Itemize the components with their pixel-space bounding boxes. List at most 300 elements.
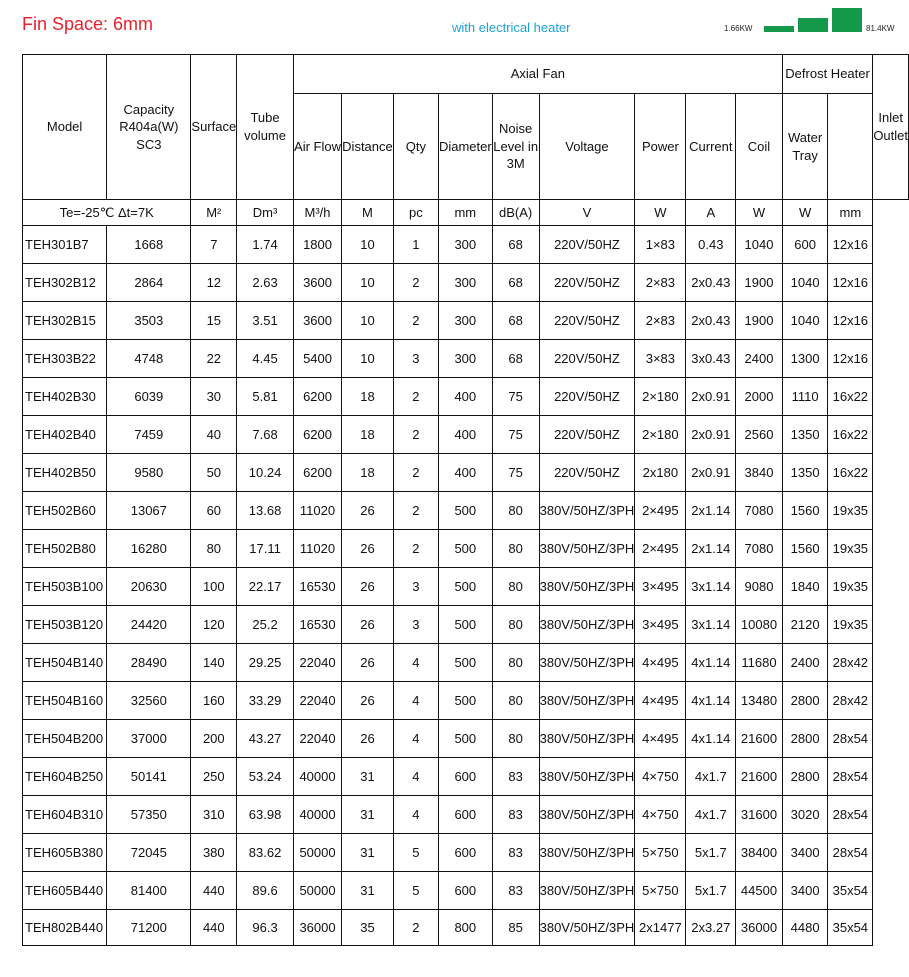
table-cell: 4x1.14 xyxy=(686,682,736,720)
table-cell: 43.27 xyxy=(237,720,294,758)
table-cell: 380V/50HZ/3PH xyxy=(539,682,635,720)
table-cell: 2.63 xyxy=(237,264,294,302)
table-cell: 17.11 xyxy=(237,530,294,568)
table-cell: 16x22 xyxy=(828,416,873,454)
table-cell: 1668 xyxy=(107,226,191,264)
table-body xyxy=(23,226,909,946)
table-cell: 380V/50HZ/3PH xyxy=(539,872,635,910)
table-cell: 2800 xyxy=(782,682,828,720)
table-cell: 600 xyxy=(782,226,828,264)
table-cell: 71200 xyxy=(107,910,191,946)
table-cell: 22040 xyxy=(293,644,341,682)
table-cell: 1 xyxy=(393,226,438,264)
table-cell: 380V/50HZ/3PH xyxy=(539,568,635,606)
legend-max-label: 81.4KW xyxy=(866,24,895,33)
table-cell: 2800 xyxy=(782,758,828,796)
table-cell: 18 xyxy=(342,416,394,454)
table-cell: 40000 xyxy=(293,758,341,796)
table-cell: 24420 xyxy=(107,606,191,644)
header-axial-fan: Axial Fan xyxy=(293,55,782,94)
legend-bar-small xyxy=(764,26,794,32)
table-cell: 68 xyxy=(492,226,539,264)
model-cell: TEH302B12 xyxy=(23,264,107,302)
table-cell: 500 xyxy=(438,606,492,644)
table-cell: 4.45 xyxy=(237,340,294,378)
table-cell: 5.81 xyxy=(237,378,294,416)
table-cell: 1350 xyxy=(782,454,828,492)
table-cell: 2120 xyxy=(782,606,828,644)
header-voltage: Voltage xyxy=(539,94,635,200)
table-cell: 2 xyxy=(393,492,438,530)
table-cell: 6039 xyxy=(107,378,191,416)
table-cell: 200 xyxy=(191,720,237,758)
table-cell: 500 xyxy=(438,720,492,758)
header-coil: Coil xyxy=(736,94,783,200)
table-cell: 35x54 xyxy=(828,872,873,910)
table-cell: 1900 xyxy=(736,302,783,340)
table-cell: 250 xyxy=(191,758,237,796)
table-cell: 28x42 xyxy=(828,644,873,682)
table-cell: 75 xyxy=(492,416,539,454)
table-row xyxy=(23,568,909,606)
table-cell: 3 xyxy=(393,606,438,644)
table-cell: 2 xyxy=(393,378,438,416)
table-cell: 40000 xyxy=(293,796,341,834)
table-cell: 600 xyxy=(438,834,492,872)
table-cell: 21600 xyxy=(736,720,783,758)
table-cell: 5400 xyxy=(293,340,341,378)
unit-cell: M² xyxy=(191,200,237,226)
table-row xyxy=(23,492,909,530)
header-distance: Distance xyxy=(342,94,394,200)
table-cell: 80 xyxy=(492,720,539,758)
table-cell: 13067 xyxy=(107,492,191,530)
table-cell: 80 xyxy=(492,530,539,568)
table-cell: 1040 xyxy=(736,226,783,264)
table-cell: 5x1.7 xyxy=(686,834,736,872)
table-row xyxy=(23,644,909,682)
table-cell: 380V/50HZ/3PH xyxy=(539,834,635,872)
table-cell: 50141 xyxy=(107,758,191,796)
table-cell: 2 xyxy=(393,530,438,568)
header-model: Model xyxy=(23,55,107,200)
table-row xyxy=(23,416,909,454)
table-cell: 96.3 xyxy=(237,910,294,946)
table-cell: 3.51 xyxy=(237,302,294,340)
table-row xyxy=(23,758,909,796)
table-cell: 380V/50HZ/3PH xyxy=(539,758,635,796)
table-cell: 35 xyxy=(342,910,394,946)
table-cell: 26 xyxy=(342,682,394,720)
model-cell: TEH302B15 xyxy=(23,302,107,340)
table-cell: 26 xyxy=(342,530,394,568)
table-cell: 12 xyxy=(191,264,237,302)
table-cell: 85 xyxy=(492,910,539,946)
table-cell: 380V/50HZ/3PH xyxy=(539,720,635,758)
table-cell: 12x16 xyxy=(828,226,873,264)
table-cell: 31600 xyxy=(736,796,783,834)
table-cell: 19x35 xyxy=(828,492,873,530)
model-cell: TEH402B50 xyxy=(23,454,107,492)
header-air-flow: Air Flow xyxy=(293,94,341,200)
model-cell: TEH605B380 xyxy=(23,834,107,872)
table-cell: 300 xyxy=(438,340,492,378)
table-cell: 11680 xyxy=(736,644,783,682)
table-cell: 10.24 xyxy=(237,454,294,492)
table-cell: 63.98 xyxy=(237,796,294,834)
table-cell: 2 xyxy=(393,264,438,302)
table-cell: 380V/50HZ/3PH xyxy=(539,530,635,568)
table-cell: 16530 xyxy=(293,606,341,644)
unit-cell: Te=-25℃ Δt=7K xyxy=(23,200,191,226)
table-cell: 18 xyxy=(342,378,394,416)
table-cell: 89.6 xyxy=(237,872,294,910)
table-cell: 4x1.14 xyxy=(686,720,736,758)
capacity-legend xyxy=(724,8,904,38)
table-row xyxy=(23,872,909,910)
header-surface: Surface xyxy=(191,55,237,200)
table-cell: 2×83 xyxy=(635,302,686,340)
table-cell: 440 xyxy=(191,872,237,910)
table-cell: 25.2 xyxy=(237,606,294,644)
table-cell: 19x35 xyxy=(828,530,873,568)
table-cell: 380V/50HZ/3PH xyxy=(539,796,635,834)
table-cell: 2800 xyxy=(782,720,828,758)
table-cell: 300 xyxy=(438,226,492,264)
table-cell: 2x1477 xyxy=(635,910,686,946)
table-row xyxy=(23,682,909,720)
table-cell: 7080 xyxy=(736,530,783,568)
table-cell: 37000 xyxy=(107,720,191,758)
unit-cell: M³/h xyxy=(293,200,341,226)
table-cell: 3x1.14 xyxy=(686,568,736,606)
table-cell: 31 xyxy=(342,872,394,910)
table-cell: 10 xyxy=(342,302,394,340)
table-cell: 4x1.7 xyxy=(686,758,736,796)
table-cell: 16x22 xyxy=(828,454,873,492)
table-cell: 440 xyxy=(191,910,237,946)
table-cell: 4 xyxy=(393,720,438,758)
model-cell: TEH504B140 xyxy=(23,644,107,682)
unit-cell: M xyxy=(342,200,394,226)
table-cell: 83 xyxy=(492,758,539,796)
table-cell: 12x16 xyxy=(828,302,873,340)
table-cell: 5x1.7 xyxy=(686,872,736,910)
table-cell: 31 xyxy=(342,796,394,834)
table-cell: 83.62 xyxy=(237,834,294,872)
model-cell: TEH605B440 xyxy=(23,872,107,910)
table-cell: 4748 xyxy=(107,340,191,378)
model-cell: TEH402B40 xyxy=(23,416,107,454)
table-cell: 80 xyxy=(492,644,539,682)
units-row xyxy=(23,200,909,226)
table-cell: 22 xyxy=(191,340,237,378)
table-cell: 13480 xyxy=(736,682,783,720)
table-cell: 15 xyxy=(191,302,237,340)
table-cell: 380V/50HZ/3PH xyxy=(539,492,635,530)
table-cell: 11020 xyxy=(293,492,341,530)
table-cell: 2400 xyxy=(782,644,828,682)
table-cell: 3x0.43 xyxy=(686,340,736,378)
table-cell: 50 xyxy=(191,454,237,492)
table-cell: 5 xyxy=(393,834,438,872)
table-cell: 75 xyxy=(492,378,539,416)
table-cell: 380V/50HZ/3PH xyxy=(539,910,635,946)
table-cell: 80 xyxy=(492,568,539,606)
table-cell: 83 xyxy=(492,834,539,872)
table-cell: 16280 xyxy=(107,530,191,568)
unit-cell: A xyxy=(686,200,736,226)
table-cell: 33.29 xyxy=(237,682,294,720)
table-cell: 310 xyxy=(191,796,237,834)
table-cell: 50000 xyxy=(293,834,341,872)
table-cell: 140 xyxy=(191,644,237,682)
table-cell: 1110 xyxy=(782,378,828,416)
table-cell: 7.68 xyxy=(237,416,294,454)
table-cell: 36000 xyxy=(736,910,783,946)
table-cell: 3600 xyxy=(293,264,341,302)
table-cell: 38400 xyxy=(736,834,783,872)
table-cell: 10 xyxy=(342,340,394,378)
table-cell: 28x54 xyxy=(828,758,873,796)
table-cell: 2 xyxy=(393,302,438,340)
table-row xyxy=(23,606,909,644)
unit-cell: pc xyxy=(393,200,438,226)
table-cell: 120 xyxy=(191,606,237,644)
table-cell: 3840 xyxy=(736,454,783,492)
model-cell: TEH504B200 xyxy=(23,720,107,758)
table-cell: 3×83 xyxy=(635,340,686,378)
table-cell: 26 xyxy=(342,644,394,682)
table-cell: 500 xyxy=(438,530,492,568)
table-cell: 57350 xyxy=(107,796,191,834)
table-cell: 2000 xyxy=(736,378,783,416)
table-row xyxy=(23,796,909,834)
table-cell: 80 xyxy=(492,606,539,644)
table-cell: 400 xyxy=(438,378,492,416)
table-cell: 1300 xyxy=(782,340,828,378)
table-cell: 6200 xyxy=(293,416,341,454)
table-cell: 220V/50HZ xyxy=(539,264,635,302)
model-cell: TEH402B30 xyxy=(23,378,107,416)
table-cell: 400 xyxy=(438,416,492,454)
table-row xyxy=(23,910,909,946)
table-cell: 5×750 xyxy=(635,834,686,872)
table-cell: 380V/50HZ/3PH xyxy=(539,606,635,644)
table-cell: 1040 xyxy=(782,302,828,340)
unit-cell: V xyxy=(539,200,635,226)
table-cell: 1560 xyxy=(782,492,828,530)
table-cell: 3400 xyxy=(782,834,828,872)
table-cell: 4480 xyxy=(782,910,828,946)
table-cell: 3503 xyxy=(107,302,191,340)
table-cell: 300 xyxy=(438,302,492,340)
table-cell: 7 xyxy=(191,226,237,264)
table-cell: 2560 xyxy=(736,416,783,454)
table-cell: 75 xyxy=(492,454,539,492)
table-cell: 2400 xyxy=(736,340,783,378)
table-cell: 72045 xyxy=(107,834,191,872)
table-cell: 400 xyxy=(438,454,492,492)
table-cell: 21600 xyxy=(736,758,783,796)
header-qty: Qty xyxy=(393,94,438,200)
table-cell: 1800 xyxy=(293,226,341,264)
header-water-tray: Water Tray xyxy=(782,94,828,200)
table-cell: 7459 xyxy=(107,416,191,454)
model-cell: TEH503B100 xyxy=(23,568,107,606)
table-cell: 68 xyxy=(492,340,539,378)
table-cell: 26 xyxy=(342,720,394,758)
table-cell: 1350 xyxy=(782,416,828,454)
table-cell: 2x0.43 xyxy=(686,302,736,340)
table-cell: 9080 xyxy=(736,568,783,606)
table-cell: 600 xyxy=(438,872,492,910)
table-cell: 4×750 xyxy=(635,758,686,796)
table-cell: 32560 xyxy=(107,682,191,720)
model-cell: TEH502B80 xyxy=(23,530,107,568)
table-cell: 3600 xyxy=(293,302,341,340)
table-cell: 220V/50HZ xyxy=(539,454,635,492)
table-cell: 50000 xyxy=(293,872,341,910)
table-row xyxy=(23,454,909,492)
table-cell: 2x0.91 xyxy=(686,454,736,492)
unit-cell: mm xyxy=(438,200,492,226)
header-defrost-heater: Defrost Heater xyxy=(782,55,872,94)
table-row xyxy=(23,378,909,416)
table-cell: 4×750 xyxy=(635,796,686,834)
table-cell: 4 xyxy=(393,644,438,682)
table-cell: 30 xyxy=(191,378,237,416)
table-cell: 500 xyxy=(438,682,492,720)
table-cell: 81400 xyxy=(107,872,191,910)
table-cell: 300 xyxy=(438,264,492,302)
table-cell: 2 xyxy=(393,910,438,946)
table-cell: 36000 xyxy=(293,910,341,946)
table-cell: 13.68 xyxy=(237,492,294,530)
table-cell: 3×495 xyxy=(635,606,686,644)
header-inlet-outlet: Inlet Outlet xyxy=(873,55,909,200)
table-cell: 80 xyxy=(492,492,539,530)
model-cell: TEH504B160 xyxy=(23,682,107,720)
table-cell: 31 xyxy=(342,758,394,796)
table-cell: 44500 xyxy=(736,872,783,910)
table-cell: 4 xyxy=(393,758,438,796)
table-cell: 3×495 xyxy=(635,568,686,606)
table-cell: 28x54 xyxy=(828,720,873,758)
table-cell: 4×495 xyxy=(635,720,686,758)
table-cell: 80 xyxy=(191,530,237,568)
table-cell: 800 xyxy=(438,910,492,946)
table-cell: 1×83 xyxy=(635,226,686,264)
unit-cell: Dm³ xyxy=(237,200,294,226)
unit-cell: W xyxy=(635,200,686,226)
table-cell: 28x42 xyxy=(828,682,873,720)
table-row xyxy=(23,302,909,340)
table-cell: 28490 xyxy=(107,644,191,682)
table-cell: 5 xyxy=(393,872,438,910)
table-cell: 68 xyxy=(492,302,539,340)
table-cell: 2x0.91 xyxy=(686,378,736,416)
table-cell: 2×495 xyxy=(635,492,686,530)
table-cell: 2864 xyxy=(107,264,191,302)
table-cell: 4 xyxy=(393,796,438,834)
table-cell: 2 xyxy=(393,454,438,492)
table-cell: 380 xyxy=(191,834,237,872)
table-cell: 2x1.14 xyxy=(686,492,736,530)
header-noise: Noise Level in 3M xyxy=(492,94,539,200)
table-cell: 22040 xyxy=(293,682,341,720)
table-cell: 600 xyxy=(438,796,492,834)
table-cell: 1840 xyxy=(782,568,828,606)
unit-cell: mm xyxy=(828,200,873,226)
table-cell: 2×83 xyxy=(635,264,686,302)
table-cell: 2x180 xyxy=(635,454,686,492)
table-cell: 16x22 xyxy=(828,378,873,416)
unit-cell: dB(A) xyxy=(492,200,539,226)
table-cell: 29.25 xyxy=(237,644,294,682)
table-cell: 4x1.14 xyxy=(686,644,736,682)
legend-min-label: 1.66KW xyxy=(724,24,753,33)
table-cell: 19x35 xyxy=(828,568,873,606)
table-cell: 6200 xyxy=(293,454,341,492)
table-cell: 10 xyxy=(342,226,394,264)
table-cell: 220V/50HZ xyxy=(539,340,635,378)
table-row xyxy=(23,720,909,758)
table-row xyxy=(23,834,909,872)
table-cell: 9580 xyxy=(107,454,191,492)
table-cell: 4 xyxy=(393,682,438,720)
table-cell: 1040 xyxy=(782,264,828,302)
legend-bar-large xyxy=(832,8,862,32)
table-cell: 220V/50HZ xyxy=(539,226,635,264)
unit-cell: W xyxy=(736,200,783,226)
table-cell: 4x1.7 xyxy=(686,796,736,834)
table-cell: 11020 xyxy=(293,530,341,568)
fin-space-title: Fin Space: 6mm xyxy=(22,14,154,34)
table-cell: 6200 xyxy=(293,378,341,416)
table-cell: 1560 xyxy=(782,530,828,568)
table-cell: 2 xyxy=(393,416,438,454)
table-cell: 2x3.27 xyxy=(686,910,736,946)
table-cell: 100 xyxy=(191,568,237,606)
table-cell: 26 xyxy=(342,568,394,606)
table-cell: 4×495 xyxy=(635,644,686,682)
table-cell: 3x1.14 xyxy=(686,606,736,644)
table-cell: 600 xyxy=(438,758,492,796)
table-cell: 500 xyxy=(438,568,492,606)
model-cell: TEH303B22 xyxy=(23,340,107,378)
table-cell: 28x54 xyxy=(828,834,873,872)
table-cell: 3020 xyxy=(782,796,828,834)
model-cell: TEH301B7 xyxy=(23,226,107,264)
table-cell: 16530 xyxy=(293,568,341,606)
table-cell: 1.74 xyxy=(237,226,294,264)
table-cell: 220V/50HZ xyxy=(539,378,635,416)
table-cell: 35x54 xyxy=(828,910,873,946)
table-cell: 80 xyxy=(492,682,539,720)
table-cell: 2×180 xyxy=(635,416,686,454)
model-cell: TEH604B250 xyxy=(23,758,107,796)
table-cell: 26 xyxy=(342,606,394,644)
table-cell: 22040 xyxy=(293,720,341,758)
header-power: Power xyxy=(635,94,686,200)
table-cell: 68 xyxy=(492,264,539,302)
specification-table xyxy=(22,54,909,946)
table-cell: 2×180 xyxy=(635,378,686,416)
table-cell: 18 xyxy=(342,454,394,492)
table-cell: 53.24 xyxy=(237,758,294,796)
table-cell: 4×495 xyxy=(635,682,686,720)
